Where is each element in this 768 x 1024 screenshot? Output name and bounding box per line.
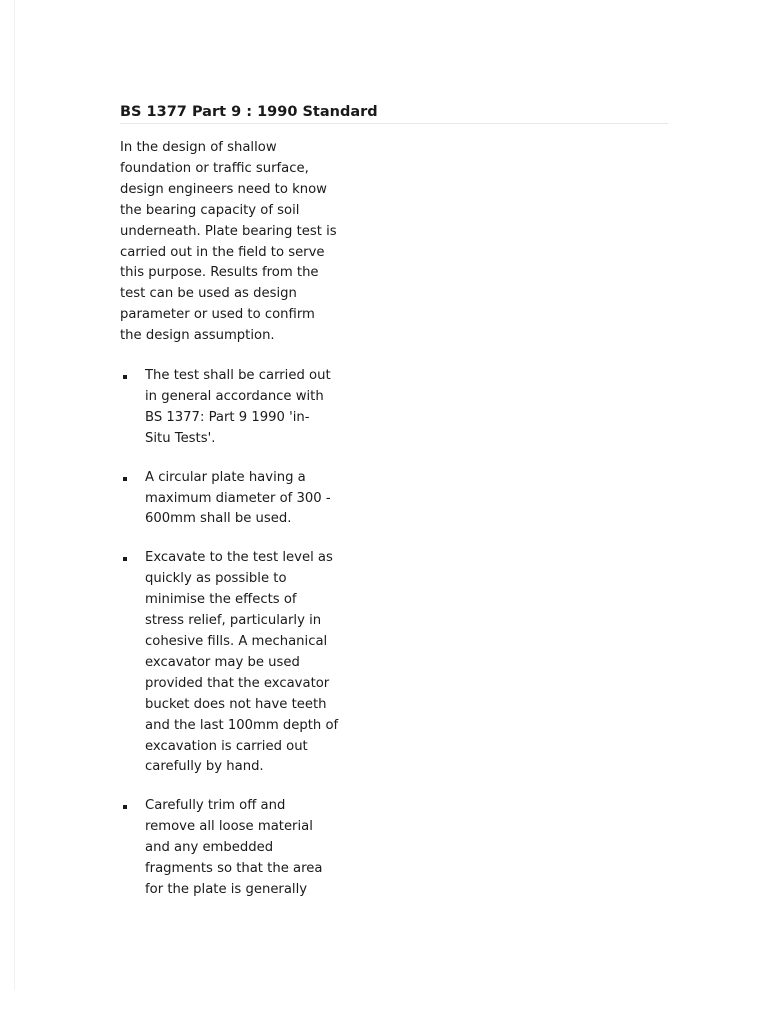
square-bullet-icon: [123, 477, 127, 481]
list-item-line: maximum diameter of 300 -: [145, 490, 331, 506]
intro-line: carried out in the field to serve: [120, 244, 325, 260]
page-edge-divider: [14, 0, 15, 990]
list-item-line: Situ Tests'.: [145, 430, 216, 446]
list-item-line: 600mm shall be used.: [145, 511, 292, 527]
square-bullet-icon: [123, 805, 127, 809]
intro-line: parameter or used to confirm: [120, 307, 315, 323]
intro-line: underneath. Plate bearing test is: [120, 223, 337, 239]
intro-paragraph: [120, 138, 356, 347]
list-item-line: quickly as possible to: [145, 571, 287, 587]
square-bullet-icon: [123, 557, 127, 561]
list-item-line: excavation is carried out: [145, 738, 308, 754]
list-item-line: carefully by hand.: [145, 759, 264, 775]
intro-line: the design assumption.: [120, 328, 275, 344]
list-item-line: A circular plate having a: [145, 469, 306, 485]
intro-line: the bearing capacity of soil: [120, 202, 300, 218]
section-heading: BS 1377 Part 9 : 1990 Standard: [120, 101, 668, 124]
list-item: [120, 366, 380, 450]
intro-line: foundation or traffic surface,: [120, 160, 309, 176]
list-item-text: [145, 548, 380, 778]
list-item-line: for the plate is generally: [145, 881, 308, 897]
list-item-line: The test shall be carried out: [145, 368, 331, 383]
list-item-line: and any embedded: [145, 840, 274, 856]
list-item-line: provided that the excavator: [145, 675, 330, 691]
list-item: [120, 468, 380, 531]
requirements-list: [120, 366, 380, 919]
list-item-line: bucket does not have teeth: [145, 696, 327, 712]
list-item-line: in general accordance with: [145, 388, 324, 404]
intro-line: test can be used as design: [120, 286, 297, 302]
list-item-text: [145, 796, 380, 901]
list-item-line: cohesive fills. A mechanical: [145, 633, 328, 649]
intro-line: In the design of shallow: [120, 140, 277, 155]
list-item-text: [145, 366, 380, 450]
list-item-line: BS 1377: Part 9 1990 'in-: [145, 409, 310, 425]
intro-line: this purpose. Results from the: [120, 265, 319, 281]
list-item: [120, 548, 380, 778]
list-item-line: fragments so that the area: [145, 861, 323, 877]
list-item-line: and the last 100mm depth of: [145, 717, 339, 733]
list-item-text: [145, 468, 380, 531]
list-item: [120, 796, 380, 901]
list-item-line: minimise the effects of: [145, 592, 297, 608]
list-item-line: stress relief, particularly in: [145, 613, 322, 629]
list-item-line: Excavate to the test level as: [145, 550, 333, 566]
list-item-line: Carefully trim off and: [145, 798, 286, 814]
list-item-line: excavator may be used: [145, 654, 300, 670]
square-bullet-icon: [123, 375, 127, 379]
list-item-line: remove all loose material: [145, 819, 313, 835]
intro-line: design engineers need to know: [120, 181, 327, 197]
